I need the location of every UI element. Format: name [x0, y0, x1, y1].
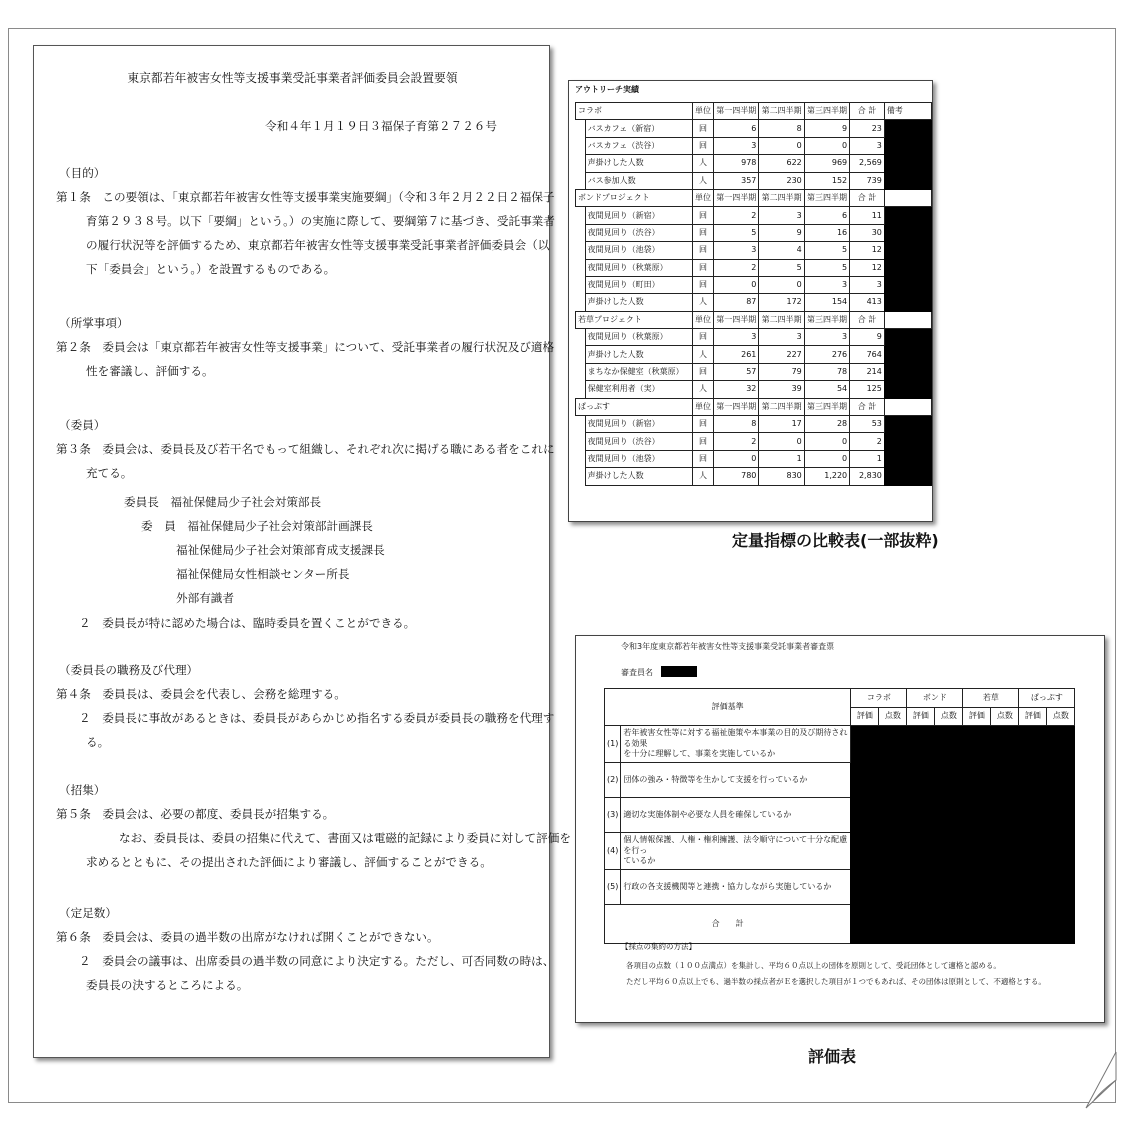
column-header: 第一四半期: [714, 189, 759, 206]
unit-cell: 回: [693, 242, 714, 259]
indent-cell: [576, 242, 586, 259]
document-line: 委員長 福祉保健局少子社会対策部長: [124, 495, 322, 509]
table-row: [576, 155, 932, 172]
unit-cell: 回: [693, 329, 714, 346]
total-value: 30: [850, 224, 885, 241]
criterion-number: (1): [605, 726, 621, 763]
q2-value: 230: [759, 172, 804, 189]
total-value: 11: [850, 207, 885, 224]
criterion-line: を十分に理解して、事業を実施しているか: [623, 749, 776, 759]
unit-cell: 人: [693, 172, 714, 189]
q2-value: 4: [759, 242, 804, 259]
q1-value: 8: [714, 416, 759, 433]
rating-header: 評価: [907, 707, 935, 726]
table-row: [576, 468, 932, 485]
q1-value: 0: [714, 276, 759, 293]
table-row: [576, 259, 932, 276]
unit-cell: 人: [693, 294, 714, 311]
total-value: 2,569: [850, 155, 885, 172]
unit-cell: 人: [693, 155, 714, 172]
indent-cell: [576, 363, 586, 380]
score-header: 点数: [879, 707, 907, 726]
q3-value: 0: [804, 433, 849, 450]
q2-value: 0: [759, 137, 804, 154]
reviewer-name-redacted: [661, 666, 697, 677]
section-heading: （委員長の職務及び代理）: [59, 663, 199, 677]
q3-value: 969: [804, 155, 849, 172]
rating-header: 評価: [851, 707, 879, 726]
table-row: [576, 224, 932, 241]
q3-value: 3: [804, 276, 849, 293]
column-header: 第三四半期: [804, 398, 849, 415]
document-line: 委 員 福祉保健局少子社会対策部計画課長: [141, 519, 373, 533]
criterion-line: ているか: [623, 856, 656, 866]
note-cell: [884, 189, 931, 206]
table-row: [576, 276, 932, 293]
q2-value: 622: [759, 155, 804, 172]
total-value: 739: [850, 172, 885, 189]
rating-header: 評価: [1019, 707, 1047, 726]
document-line: 福祉保健局少子社会対策部育成支援課長: [176, 543, 385, 557]
table-row: [576, 137, 932, 154]
document-title: 東京都若年被害女性等支援事業受託事業者評価委員会設置要領: [127, 71, 458, 85]
header-row: [605, 689, 1075, 708]
table-row: [576, 433, 932, 450]
document-line: 第５条 委員会は、必要の都度、委員長が招集する。: [56, 807, 335, 821]
criterion-number: (3): [605, 798, 621, 833]
unit-cell: 回: [693, 433, 714, 450]
q1-value: 87: [714, 294, 759, 311]
column-header: 単位: [693, 103, 714, 120]
column-header: 合 計: [850, 398, 885, 415]
group-header-row: [576, 189, 932, 206]
q1-value: 357: [714, 172, 759, 189]
q3-value: 5: [804, 242, 849, 259]
q2-value: 227: [759, 346, 804, 363]
column-header: 第一四半期: [714, 398, 759, 415]
q3-value: 276: [804, 346, 849, 363]
redacted-note: [884, 120, 931, 190]
column-header: 第二四半期: [759, 311, 804, 328]
column-header: 第三四半期: [804, 103, 849, 120]
criterion-text: [621, 833, 851, 870]
row-label: 夜間見回り（池袋）: [585, 450, 692, 467]
row-label: バスカフェ（渋谷）: [585, 137, 692, 154]
row-label: 夜間見回り（池袋）: [585, 242, 692, 259]
document-line: ２ 委員長に事故があるときは、委員長があらかじめ指名する委員が委員長の職務を代理す: [79, 711, 555, 725]
org-header: ボンド: [907, 689, 963, 708]
total-value: 23: [850, 120, 885, 137]
indent-cell: [576, 346, 586, 363]
unit-cell: 回: [693, 137, 714, 154]
note-cell: [884, 311, 931, 328]
document-line: 第４条 委員長は、委員会を代表し、会務を総理する。: [56, 687, 346, 701]
q3-value: 1,220: [804, 468, 849, 485]
reviewer-label: 審査員名: [621, 668, 653, 677]
redacted-note: [884, 207, 931, 311]
q1-value: 2: [714, 259, 759, 276]
column-header: 第三四半期: [804, 189, 849, 206]
criterion-line: 団体の強み・特徴等を生かして支援を行っているか: [623, 774, 808, 784]
q2-value: 830: [759, 468, 804, 485]
q1-value: 5: [714, 224, 759, 241]
q1-value: 57: [714, 363, 759, 380]
section-heading: （目的）: [59, 166, 106, 180]
evaluation-heading: 令和3年度東京都若年被害女性等支援事業受託事業者審査票: [621, 642, 835, 651]
total-value: 3: [850, 137, 885, 154]
q1-value: 6: [714, 120, 759, 137]
criterion-line: 若年被害女性等に対する福祉施策や本事業の目的及び期待される効果: [623, 728, 848, 748]
document-line: ２ 委員長が特に認めた場合は、臨時委員を置くことができる。: [79, 616, 416, 630]
criterion-text: [621, 870, 851, 905]
q1-value: 780: [714, 468, 759, 485]
regulation-document: [33, 45, 571, 1058]
criterion-row: [605, 726, 1075, 763]
unit-cell: 回: [693, 276, 714, 293]
column-header: 第二四半期: [759, 103, 804, 120]
table-row: [576, 416, 932, 433]
document-line: 充てる。: [86, 466, 133, 480]
document-line: の履行状況等を評価するため、東京都若年被害女性等支援事業受託事業者評価委員会（以: [86, 238, 550, 252]
group-name: 若草プロジェクト: [576, 311, 693, 328]
document-line: 育第２９３８号。以下「要綱」という。）の実施に際して、要綱第７に基づき、受託事業者: [86, 214, 555, 228]
q2-value: 172: [759, 294, 804, 311]
column-header: 単位: [693, 311, 714, 328]
total-value: 3: [850, 276, 885, 293]
document-line: 求めるとともに、その提出された評価により審議し、評価することができる。: [86, 855, 492, 869]
row-label: 夜間見回り（秋葉原）: [585, 329, 692, 346]
note-header: 備考: [884, 103, 931, 120]
document-notice-number: 令和４年１月１９日３福保子育第２７２６号: [265, 119, 497, 133]
indent-cell: [576, 172, 586, 189]
criterion-text: [621, 763, 851, 798]
row-label: 夜間見回り（新宿）: [585, 416, 692, 433]
column-header: 第二四半期: [759, 189, 804, 206]
column-header: 合 計: [850, 189, 885, 206]
score-header: 点数: [1047, 707, 1075, 726]
q1-value: 978: [714, 155, 759, 172]
group-name: ぱっぷす: [576, 398, 693, 415]
row-label: 声掛けした人数: [585, 294, 692, 311]
table-row: [576, 207, 932, 224]
org-header: ぱっぷす: [1019, 689, 1075, 708]
evaluation-sheet-image: [575, 635, 1105, 1023]
q3-value: 152: [804, 172, 849, 189]
table-row: [576, 346, 932, 363]
unit-cell: 回: [693, 120, 714, 137]
q3-value: 3: [804, 329, 849, 346]
criteria-header: 評価基準: [605, 689, 851, 726]
section-heading: （委員）: [59, 418, 106, 432]
row-label: 保健室利用者（実）: [585, 381, 692, 398]
unit-cell: 回: [693, 416, 714, 433]
comparison-table-caption: 定量指標の比較表(一部抜粋): [732, 531, 939, 550]
document-line: なお、委員長は、委員の招集に代えて、書面又は電磁的記録により委員に対して評価を: [119, 831, 571, 845]
unit-cell: 回: [693, 450, 714, 467]
table-row: [576, 242, 932, 259]
document-line: 性を審議し、評価する。: [86, 364, 214, 378]
q1-value: 3: [714, 242, 759, 259]
total-value: 2: [850, 433, 885, 450]
indent-cell: [576, 207, 586, 224]
evaluation-sheet-caption: 評価表: [808, 1047, 857, 1066]
group-name: ボンドプロジェクト: [576, 189, 693, 206]
q3-value: 154: [804, 294, 849, 311]
document-line: る。: [86, 735, 110, 749]
row-label: バスカフェ（新宿）: [585, 120, 692, 137]
table-row: [576, 294, 932, 311]
table-row: [576, 363, 932, 380]
group-header-row: [576, 103, 932, 120]
indent-cell: [576, 294, 586, 311]
group-header-row: [576, 398, 932, 415]
row-label: 夜間見回り（秋葉原）: [585, 259, 692, 276]
q2-value: 0: [759, 433, 804, 450]
indent-cell: [576, 224, 586, 241]
q1-value: 2: [714, 207, 759, 224]
q3-value: 16: [804, 224, 849, 241]
criterion-number: (5): [605, 870, 621, 905]
group-name: コラボ: [576, 103, 693, 120]
total-value: 12: [850, 242, 885, 259]
total-value: 12: [850, 259, 885, 276]
document-line: 第２条 委員会は「東京都若年被害女性等支援事業」について、受託事業者の履行状況及び適格: [56, 340, 555, 354]
criterion-text: [621, 726, 851, 763]
q2-value: 9: [759, 224, 804, 241]
column-header: 単位: [693, 398, 714, 415]
indent-cell: [576, 450, 586, 467]
q3-value: 5: [804, 259, 849, 276]
column-header: 第一四半期: [714, 311, 759, 328]
document-line: ２ 委員会の議事は、出席委員の過半数の同意により決定する。ただし、可否同数の時は、: [79, 954, 555, 968]
total-value: 413: [850, 294, 885, 311]
scoring-method-title: 【採点の集約の方法】: [621, 942, 696, 951]
q3-value: 0: [804, 137, 849, 154]
section-heading: （所掌事項）: [59, 316, 129, 330]
criterion-line: 個人情報保護、人権・権利擁護、法令順守について十分な配慮を行っ: [623, 835, 848, 855]
criterion-number: (2): [605, 763, 621, 798]
outreach-table: [575, 102, 932, 486]
indent-cell: [576, 433, 586, 450]
q1-value: 2: [714, 433, 759, 450]
total-value: 764: [850, 346, 885, 363]
indent-cell: [576, 137, 586, 154]
scoring-method-line: ただし平均６０点以上でも、過半数の採点者がＥを選択した項目が１つでもあれば、その団体は原則として、不適格とする。: [626, 977, 1046, 986]
document-line: 下「委員会」という。）を設置するものである。: [86, 262, 336, 276]
group-header-row: [576, 311, 932, 328]
q1-value: 3: [714, 137, 759, 154]
indent-cell: [576, 381, 586, 398]
row-label: 夜間見回り（渋谷）: [585, 433, 692, 450]
total-value: 53: [850, 416, 885, 433]
indent-cell: [576, 155, 586, 172]
criterion-line: 適切な実施体制や必要な人員を確保しているか: [623, 809, 792, 819]
document-line: 第１条 この要領は、「東京都若年被害女性等支援事業実施要綱」（令和３年２月２２日２福保子: [56, 190, 555, 204]
column-header: 合 計: [850, 103, 885, 120]
indent-cell: [576, 276, 586, 293]
criterion-number: (4): [605, 833, 621, 870]
q2-value: 3: [759, 207, 804, 224]
q2-value: 79: [759, 363, 804, 380]
row-label: 声掛けした人数: [585, 468, 692, 485]
redacted-note: [884, 416, 931, 486]
q2-value: 8: [759, 120, 804, 137]
indent-cell: [576, 416, 586, 433]
indent-cell: [576, 259, 586, 276]
column-header: 第二四半期: [759, 398, 804, 415]
table-row: [576, 172, 932, 189]
row-label: 夜間見回り（町田）: [585, 276, 692, 293]
section-heading: （招集）: [59, 783, 106, 797]
q2-value: 0: [759, 276, 804, 293]
total-label: 合 計: [605, 905, 851, 944]
q3-value: 78: [804, 363, 849, 380]
total-value: 214: [850, 363, 885, 380]
q3-value: 28: [804, 416, 849, 433]
score-header: 点数: [935, 707, 963, 726]
total-value: 9: [850, 329, 885, 346]
redacted-note: [884, 329, 931, 399]
score-header: 点数: [991, 707, 1019, 726]
unit-cell: 回: [693, 224, 714, 241]
q1-value: 0: [714, 450, 759, 467]
row-label: 夜間見回り（渋谷）: [585, 224, 692, 241]
q1-value: 3: [714, 329, 759, 346]
column-header: 第三四半期: [804, 311, 849, 328]
column-header: 合 計: [850, 311, 885, 328]
row-label: まちなか保健室（秋葉原）: [585, 363, 692, 380]
unit-cell: 回: [693, 259, 714, 276]
column-header: 単位: [693, 189, 714, 206]
document-line: 外部有識者: [176, 591, 234, 605]
total-value: 1: [850, 450, 885, 467]
row-label: 声掛けした人数: [585, 346, 692, 363]
section-heading: （定足数）: [59, 906, 117, 920]
q3-value: 9: [804, 120, 849, 137]
outreach-caption: アウトリーチ実績: [575, 85, 639, 94]
unit-cell: 人: [693, 381, 714, 398]
document-line: 第６条 委員会は、委員の過半数の出席がなければ開くことができない。: [56, 930, 439, 944]
column-header: 第一四半期: [714, 103, 759, 120]
criterion-text: [621, 798, 851, 833]
outreach-table-image: [568, 80, 933, 522]
table-row: [576, 381, 932, 398]
table-row: [576, 120, 932, 137]
table-row: [576, 450, 932, 467]
total-value: 125: [850, 381, 885, 398]
row-label: 声掛けした人数: [585, 155, 692, 172]
document-line: 福祉保健局女性相談センター所長: [176, 567, 350, 581]
table-row: [576, 329, 932, 346]
indent-cell: [576, 329, 586, 346]
scoring-method-line: 各項目の点数（１００点満点）を集計し、平均６０点以上の団体を原則として、受託団体として適格と認める。: [626, 961, 1001, 970]
criterion-line: 行政の各支援機関等と連携・協力しながら実施しているか: [623, 881, 832, 891]
q2-value: 39: [759, 381, 804, 398]
unit-cell: 回: [693, 207, 714, 224]
indent-cell: [576, 468, 586, 485]
org-header: コラボ: [851, 689, 907, 708]
q3-value: 0: [804, 450, 849, 467]
unit-cell: 人: [693, 468, 714, 485]
evaluation-table: [604, 688, 1075, 944]
total-value: 2,830: [850, 468, 885, 485]
q1-value: 32: [714, 381, 759, 398]
row-label: バス参加人数: [585, 172, 692, 189]
q2-value: 5: [759, 259, 804, 276]
note-cell: [884, 398, 931, 415]
document-line: 委員長の決するところによる。: [86, 978, 249, 992]
org-header: 若草: [963, 689, 1019, 708]
rating-header: 評価: [963, 707, 991, 726]
document-line: 第３条 委員会は、委員長及び若干名でもって組織し、それぞれ次に掲げる職にある者をこれに: [56, 442, 555, 456]
unit-cell: 人: [693, 346, 714, 363]
page-curl-icon: [1080, 1050, 1120, 1110]
q2-value: 17: [759, 416, 804, 433]
redacted-scores: [851, 726, 1075, 944]
q3-value: 54: [804, 381, 849, 398]
indent-cell: [576, 120, 586, 137]
unit-cell: 回: [693, 363, 714, 380]
q2-value: 3: [759, 329, 804, 346]
q3-value: 6: [804, 207, 849, 224]
row-label: 夜間見回り（新宿）: [585, 207, 692, 224]
q1-value: 261: [714, 346, 759, 363]
q2-value: 1: [759, 450, 804, 467]
